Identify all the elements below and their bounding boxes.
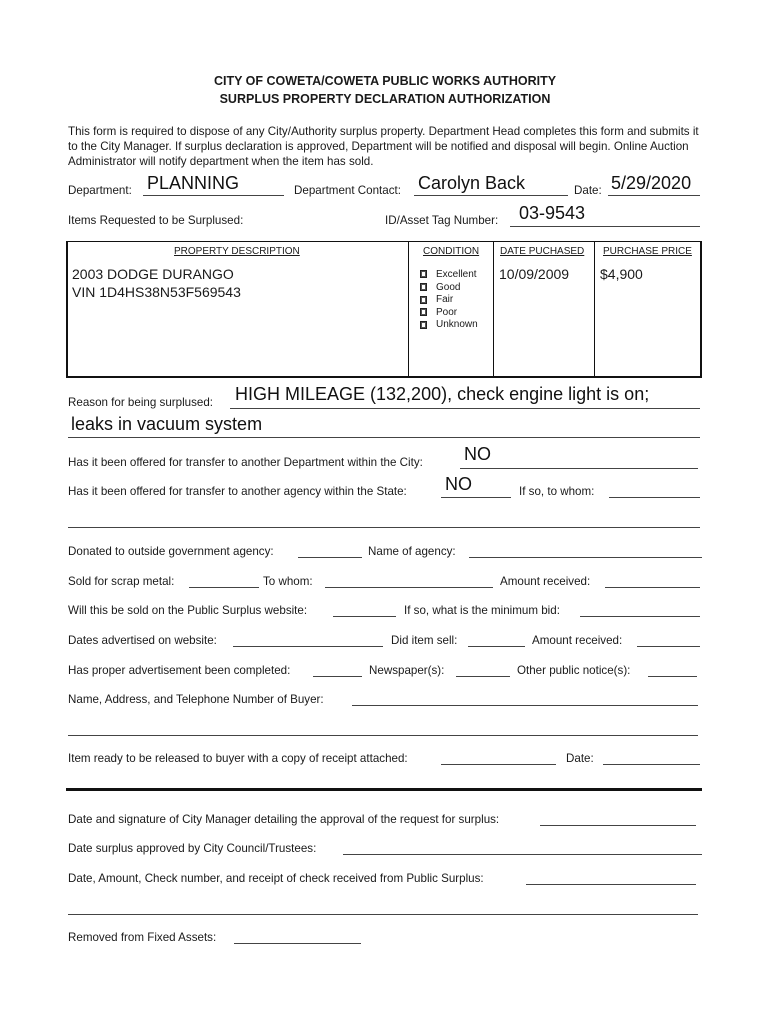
- did-sell-label: Did item sell:: [391, 634, 458, 647]
- fixed-assets-line[interactable]: [234, 943, 361, 944]
- other-notice-label: Other public notice(s):: [517, 664, 631, 677]
- condition-list: [420, 269, 478, 332]
- table-divider: [408, 241, 409, 378]
- col-header-date-purchased: DATE PUCHASED: [500, 246, 585, 257]
- checkbox-icon[interactable]: [420, 321, 427, 329]
- condition-option[interactable]: Poor: [420, 307, 478, 320]
- col-header-description: PROPERTY DESCRIPTION: [174, 246, 300, 257]
- min-bid-label: If so, what is the minimum bid:: [404, 604, 560, 617]
- donated-label: Donated to outside government agency:: [68, 545, 274, 558]
- transfer-city-line[interactable]: [460, 468, 698, 469]
- checkbox-icon[interactable]: [420, 308, 427, 316]
- public-surplus-label: Will this be sold on the Public Surplus website:: [68, 604, 308, 617]
- check-received-line-2[interactable]: [68, 914, 698, 915]
- description-line1[interactable]: 2003 DODGE DURANGO: [72, 266, 234, 282]
- reason-value-line2[interactable]: leaks in vacuum system: [71, 414, 263, 434]
- property-table: [66, 241, 702, 378]
- scrap-line[interactable]: [189, 587, 259, 588]
- contact-label: Department Contact:: [294, 184, 401, 197]
- to-whom-line[interactable]: [325, 587, 493, 588]
- agency-label: Name of agency:: [368, 545, 456, 558]
- council-approval-label: Date surplus approved by City Council/Trustees:: [68, 842, 317, 855]
- transfer-state-line[interactable]: [441, 497, 511, 498]
- proper-advertisement-line[interactable]: [313, 676, 362, 677]
- description-line2[interactable]: VIN 1D4HS38N53F569543: [72, 284, 241, 300]
- contact-value[interactable]: Carolyn Back: [418, 173, 526, 193]
- newspaper-label: Newspaper(s):: [369, 664, 445, 677]
- ready-date-line[interactable]: [603, 764, 700, 765]
- check-received-label: Date, Amount, Check number, and receipt of check received from Public Surplus:: [68, 872, 484, 885]
- form-title-line2: SURPLUS PROPERTY DECLARATION AUTHORIZATION: [219, 92, 551, 106]
- department-label: Department:: [68, 184, 132, 197]
- ready-date-label: Date:: [566, 752, 594, 765]
- reason-line1[interactable]: [230, 408, 700, 409]
- condition-option[interactable]: Unknown: [420, 319, 478, 332]
- date-label: Date:: [574, 184, 602, 197]
- agency-line[interactable]: [469, 557, 702, 558]
- reason-line2[interactable]: [68, 437, 700, 438]
- col-header-price: PURCHASE PRICE: [603, 246, 692, 257]
- council-approval-line[interactable]: [343, 854, 702, 855]
- donated-line[interactable]: [298, 557, 362, 558]
- date-purchased-value[interactable]: 10/09/2009: [499, 266, 570, 282]
- buyer-line-2[interactable]: [68, 735, 698, 736]
- table-divider: [594, 241, 595, 378]
- col-header-condition: CONDITION: [423, 246, 480, 257]
- whom-line-2[interactable]: [68, 527, 700, 528]
- reason-value-line1[interactable]: HIGH MILEAGE (132,200), check engine light is on;: [235, 384, 650, 404]
- asset-line[interactable]: [510, 226, 700, 227]
- asset-value[interactable]: 03-9543: [519, 203, 586, 223]
- checkbox-icon[interactable]: [420, 296, 427, 304]
- public-surplus-line[interactable]: [333, 616, 396, 617]
- condition-option[interactable]: Excellent: [420, 269, 478, 282]
- ready-release-line[interactable]: [441, 764, 556, 765]
- amount-received-2-line[interactable]: [637, 646, 700, 647]
- checkbox-icon[interactable]: [420, 270, 427, 278]
- items-label: Items Requested to be Surplused:: [68, 214, 244, 227]
- checkbox-icon[interactable]: [420, 283, 427, 291]
- transfer-city-question: Has it been offered for transfer to another Department within the City:: [68, 456, 423, 469]
- purchase-price-value[interactable]: $4,900: [600, 266, 643, 282]
- proper-advertisement-label: Has proper advertisement been completed:: [68, 664, 291, 677]
- ready-release-label: Item ready to be released to buyer with a copy of receipt attached:: [68, 752, 408, 765]
- condition-option[interactable]: Good: [420, 282, 478, 295]
- other-notice-line[interactable]: [648, 676, 697, 677]
- department-line[interactable]: [143, 195, 284, 196]
- contact-line[interactable]: [414, 195, 568, 196]
- check-received-line[interactable]: [526, 884, 696, 885]
- amount-received-line[interactable]: [605, 587, 700, 588]
- condition-option[interactable]: Fair: [420, 294, 478, 307]
- amount-received-label: Amount received:: [500, 575, 591, 588]
- city-manager-label: Date and signature of City Manager detailing the approval of the request for surplus:: [68, 813, 500, 826]
- did-sell-line[interactable]: [468, 646, 525, 647]
- intro-paragraph: This form is required to dispose of any City/Authority surplus property. Department Head completes this form and submits it to the City Manager. If surplus declaration is approved, Department will be notified and disposal will begin. Online Auction Administrator will notify department when the item has sold.: [68, 125, 699, 168]
- form-title-line1: CITY OF COWETA/COWETA PUBLIC WORKS AUTHORITY: [213, 74, 557, 88]
- table-divider: [493, 241, 494, 378]
- whom-line[interactable]: [609, 497, 700, 498]
- city-manager-line[interactable]: [540, 825, 696, 826]
- amount-received-2-label: Amount received:: [532, 634, 623, 647]
- whom-label: If so, to whom:: [519, 485, 595, 498]
- transfer-state-answer[interactable]: NO: [445, 474, 472, 494]
- date-line[interactable]: [608, 195, 700, 196]
- dates-advertised-line[interactable]: [233, 646, 383, 647]
- min-bid-line[interactable]: [580, 616, 700, 617]
- transfer-state-question: Has it been offered for transfer to another agency within the State:: [68, 485, 407, 498]
- to-whom-label: To whom:: [263, 575, 313, 588]
- dates-advertised-label: Dates advertised on website:: [68, 634, 217, 647]
- transfer-city-answer[interactable]: NO: [464, 444, 491, 464]
- reason-label: Reason for being surplused:: [68, 396, 214, 409]
- department-value[interactable]: PLANNING: [147, 173, 240, 193]
- newspaper-line[interactable]: [456, 676, 510, 677]
- scrap-label: Sold for scrap metal:: [68, 575, 175, 588]
- date-value[interactable]: 5/29/2020: [611, 173, 692, 193]
- fixed-assets-label: Removed from Fixed Assets:: [68, 931, 217, 944]
- section-divider: [66, 788, 702, 791]
- asset-label: ID/Asset Tag Number:: [385, 214, 499, 227]
- buyer-label: Name, Address, and Telephone Number of Buyer:: [68, 693, 324, 706]
- buyer-line[interactable]: [352, 705, 698, 706]
